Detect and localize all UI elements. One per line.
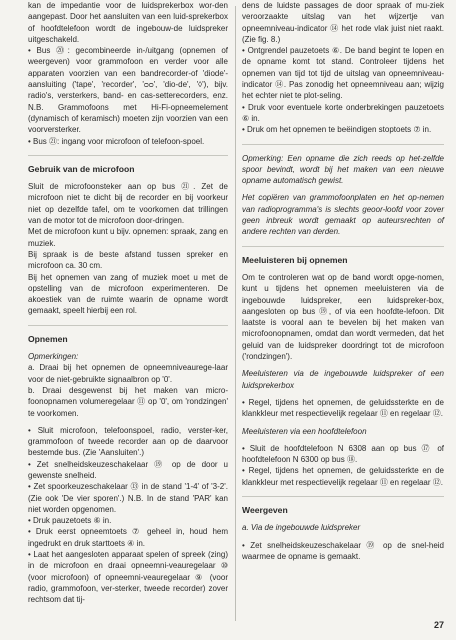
step: • Sluit microfoon, telefoonspoel, radio, verster-ker, grammofoon of tweede recorder aan op de daarvoor bestemde bus. (Zie 'Aansluiten'.) bbox=[28, 425, 228, 458]
paragraph: dens de luidste passages de door spraak of mu-ziek veroorzaakte uitslag van het wijzertje van opneemniveau-indicator ⑭ het rode vlak juist niet raakt. (Zie fig. 8.) bbox=[242, 1, 444, 44]
subheading: Opmerkingen: bbox=[28, 352, 79, 362]
paragraph: Bij spraak is de beste afstand tussen spreker en microfoon ca. 30 cm. bbox=[28, 249, 228, 271]
paragraph: kan de impedantie voor de luidsprekerbox wor-den aangepast. Door het aansluiten van een luid-sprekerbox of hoofdtelefoon wordt de ingebouw-de luidspreker uitgeschakeld. bbox=[28, 1, 228, 44]
step: • Druk pauzetoets ⑥ in. bbox=[28, 516, 112, 526]
remark: Opmerking: Een opname die zich reeds op het-zelfde spoor bevindt, wordt bij het maken van een nieuwe opname automatisch gewist. bbox=[242, 153, 444, 186]
paragraph: Bij het opnemen van zang of muziek moet u met de opstelling van de microfoon experimenteren. De akoestiek van de ruimte waarin de opname wordt gemaakt, speelt hierbij een rol. bbox=[28, 272, 228, 316]
section-rule bbox=[242, 144, 444, 145]
paragraph: • Ontgrendel pauzetoets ⑥. De band begint te lopen en de opname komt tot stand. Controleer tijdens het opnemen van tijd tot tijd de uitslag van opneemniveau-indicator ⑭. Pas zonodig het opneemniveau aan; wijzig het echter niet te plot-seling. bbox=[242, 46, 444, 101]
subheading: a. Via de ingebouwde luidspreker bbox=[242, 523, 361, 533]
section-heading: Weergeven bbox=[242, 504, 288, 515]
section-heading: Opnemen bbox=[28, 333, 68, 344]
section-rule bbox=[242, 496, 444, 497]
subheading: Meeluisteren via een hoofdtelefoon bbox=[242, 426, 367, 436]
step: • Zet spoorkeuzeschakelaar ⑬ in de stand '1-4' of '3-2'. (Zie ook 'De vier sporen'.) N.B. In de stand 'PAR' kan niet worden opgenomen. bbox=[28, 482, 228, 514]
page-number: 27 bbox=[433, 620, 444, 630]
section-rule bbox=[28, 155, 228, 156]
paragraph: • Bus ㉑: ingang voor microfoon of telefoon-spoel. bbox=[28, 136, 205, 146]
step: • Druk eerst opneemtoets ⑦ geheel in, houd hem ingedrukt en druk starttoets ④ in. bbox=[28, 527, 228, 548]
section-heading: Gebruik van de microfoon bbox=[28, 163, 135, 174]
note: a. Draai bij het opnemen de opneemniveaurege-laar voor de niet-gebruikte signaalbron op '0'. bbox=[28, 363, 228, 384]
paragraph: Om te controleren wat op de band wordt opge-nomen, kunt u tijdens het opnemen meeluisteren via de ingebouwde luidspreker, een luidspreker-box, aangesloten op bus ⑲, of via een hoofdte-lefoon. Dit laatste is vooral aan te bevelen bij het maken van microfoonopnamen, omdat dan wordt vermeden, dat het geluid van de luidspreker doordringt tot de microfoon ('rondzingen'). bbox=[242, 272, 444, 362]
step: • Zet snelheidskeuzeschakelaar ⑲ op de snel-heid waarmee de opname is gemaakt. bbox=[242, 540, 444, 561]
paragraph: • Bus ⑳: gecombineerde in-/uitgang (opnemen of weergeven) voor grammofoon en verder voor alle apparaten voorzien van een bandrecorder-of 'diode'-aansluiting ('tape', 'recorder', 'ᴑᴑ', 'dio-de', '◊'), bijv. radio's, versterkers, band- en cas-setterecorders, enz. N.B. Grammofoons met Hi-Fi-opneemelement (dynamisch of keramisch) moeten zijn voorzien van een voorversterker. bbox=[28, 46, 228, 135]
paragraph: • Druk voor eventuele korte onderbrekingen pauzetoets ⑥ in. bbox=[242, 102, 444, 123]
step: • Zet snelheidskeuzeschakelaar ⑲ op de door u gewenste snelheid. bbox=[28, 459, 228, 480]
step: • Regel, tijdens het opnemen, de geluidssterkte en de klankkleur met respectievelijk regelaar ⑪ en regelaar ⑫. bbox=[242, 397, 444, 419]
step: • Laat het aangesloten apparaat spelen of spreek (zing) in de microfoon en draai opneemni-veauregelaar ⑩ (voor microfoon) of opneemni-veauregelaar ⑨ (voor radio, grammofoon, ver-sterker, tweede recorder) zover rechtsom dat tij- bbox=[28, 550, 228, 605]
remark: Het copiëren van grammofoonplaten en het op-nemen van radioprogramma's is slechts geoor-loofd voor zover geen inbreuk wordt gemaakt op auteursrechten of andere rechten van derden. bbox=[242, 193, 444, 237]
paragraph: • Druk om het opnemen te beëindigen stoptoets ⑦ in. bbox=[242, 125, 432, 135]
section-rule bbox=[28, 325, 228, 326]
step: • Regel, tijdens het opnemen, de geluidssterkte en de klankkleur met respectievelijk regelaar ⑪ en regelaar ⑫. bbox=[242, 466, 444, 487]
subheading: Meeluisteren via de ingebouwde luidspreker of een luidsprekerbox bbox=[242, 369, 444, 390]
note: b. Draai desgewenst bij het maken van micro-foonopnamen volumeregelaar ⑪ op '0', om 'rondzingen' te voorkomen. bbox=[28, 385, 228, 418]
section-rule bbox=[242, 246, 444, 247]
step: • Sluit de hoofdtelefoon N 6308 aan op bus ⑰ of hoofdtelefoon N 6300 op bus ⑱. bbox=[242, 443, 444, 465]
paragraph: Met de microfoon kunt u bijv. opnemen: spraak, zang en muziek. bbox=[28, 227, 228, 248]
left-column bbox=[28, 0, 228, 606]
paragraph: Sluit de microfoonsteker aan op bus ㉑. Zet de microfoon niet te dicht bij de recorder en bij voorkeur niet op dezelfde tafel, om te voorkomen dat trillingen van de motor tot de microfoon door-dringen. bbox=[28, 182, 228, 226]
column-divider bbox=[235, 6, 236, 621]
section-heading: Meeluisteren bij opnemen bbox=[242, 254, 348, 265]
right-column bbox=[242, 0, 444, 562]
